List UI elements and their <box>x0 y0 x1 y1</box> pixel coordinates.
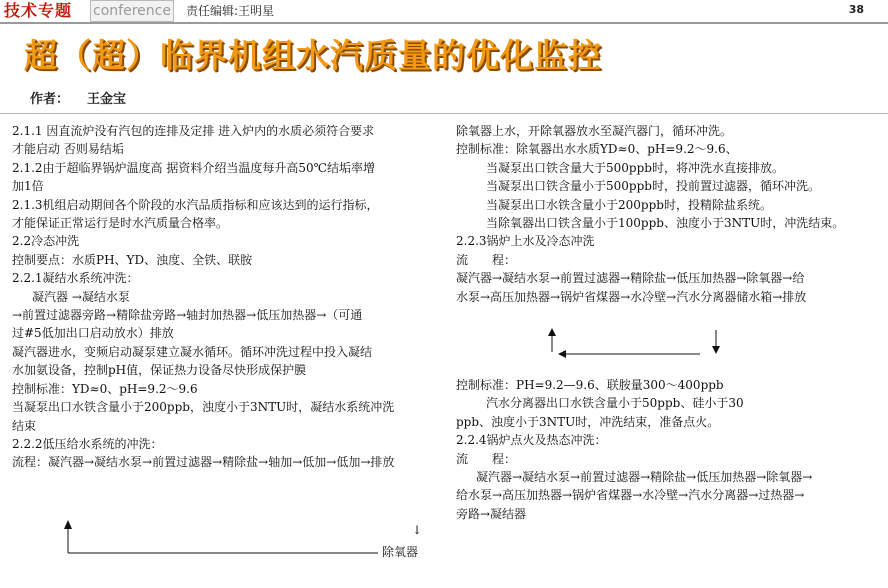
page-header <box>0 0 888 22</box>
flow-heading: 流 程： <box>456 451 517 466</box>
paragraph-line: 当凝泵出口水铁含量小于200ppb，浊度小于3NTU时，凝结水系统冲洗 <box>12 400 395 415</box>
right-column <box>456 122 884 306</box>
flow-line: 给水泵→高压加热器→锅炉省煤器→水冷壁→汽水分离器→过热器→ <box>456 488 805 503</box>
paragraph-line: 凝汽器进水，变频启动凝泵建立凝水循环。循环冲洗过程中投入凝结 <box>12 344 373 359</box>
author-line <box>30 91 126 109</box>
section-heading: 2.2.4锅炉点火及热态冲洗： <box>456 433 607 448</box>
flow-line: →前置过滤器旁路→精除盐旁路→轴封加热器→低压加热器→（可通 <box>12 308 363 323</box>
paragraph-line: 结束 <box>12 418 37 433</box>
paragraph-line: 控制标准：PH=9.2—9.6、联胺量300～400ppb <box>456 378 724 392</box>
flow-line: 过#5低加出口启动放水）排放 <box>12 326 174 341</box>
paragraph-line: 2.1.2由于超临界锅炉温度高 据资料介绍当温度每升高50℃结垢率增 <box>12 160 376 175</box>
paragraph-line: 控制标准：YD≈0、pH=9.2～9.6 <box>12 381 198 396</box>
section-heading: 2.2.2低压给水系统的冲洗： <box>12 436 163 451</box>
paragraph-line: 除氧器上水，开除氧器放水至凝汽器门，循环冲洗。 <box>456 124 733 138</box>
paragraph-line: 当除氧器出口铁含量小于100ppb、浊度小于3NTU时，冲洗结束。 <box>486 216 845 231</box>
paragraph-line: 水加氨设备，控制pH值，保证热力设备尽快形成保护膜 <box>12 363 307 378</box>
conference-tag: conference <box>90 0 174 22</box>
editor-credit: 责任编辑:王明星 <box>186 4 275 18</box>
author-name: 王金宝 <box>87 92 127 107</box>
paragraph-line: 2.1.3机组启动期间各个阶段的水汽品质指标和应该达到的运行指标， <box>12 197 379 212</box>
paragraph-line: 2.1.1 因直流炉没有汽包的连排及定排 进入炉内的水质必须符合要求 <box>12 124 375 138</box>
paragraph-line: 当凝泵出口水铁含量小于200ppb时，投精除盐系统。 <box>486 197 772 212</box>
paragraph-line: 汽水分离器出口水铁含量小于50ppb、硅小于30 <box>486 396 744 411</box>
section-brand: 技术专题 <box>4 1 73 20</box>
flow-line: 凝汽器→凝结水泵→前置过滤器→精除盐→低压加热器→除氧器→ <box>476 470 813 485</box>
right-column-lower <box>456 376 884 523</box>
paragraph-line: 当凝泵出口铁含量小于500ppb时，投前置过滤器，循环冲洗。 <box>486 179 820 194</box>
author-label: 作者： <box>30 92 70 107</box>
paragraph-line: 加1倍 <box>12 179 44 194</box>
flow-line: 凝汽器→凝结水泵→前置过滤器→精除盐→低压加热器→除氧器→给 <box>456 271 805 286</box>
paragraph-line: 才能启动 否则易结垢 <box>12 142 124 157</box>
right-recirculation-diagram <box>540 328 730 360</box>
article-title: 超（超）临界机组水汽质量的优化监控 <box>24 36 602 75</box>
left-down-arrow: ↓ <box>412 523 423 537</box>
section-heading: 2.2.3锅炉上水及冷态冲洗 <box>456 234 595 249</box>
author-divider <box>0 113 888 114</box>
left-column <box>12 122 438 472</box>
flow-line: 水泵→高压加热器→锅炉省煤器→水冷壁→汽水分离器储水箱→排放 <box>456 289 807 304</box>
paragraph-line: 控制要点：水质PH、YD、浊度、全铁、联胺 <box>12 252 253 267</box>
page-number: 38 <box>848 3 864 16</box>
paragraph-line: 控制标准：除氧器出水水质YD≈0、pH=9.2～9.6、 <box>456 142 738 157</box>
deaerator-label: 除氧器 <box>382 545 419 559</box>
left-return-diagram <box>60 517 390 557</box>
header-divider <box>0 22 888 24</box>
section-heading: 2.2.1凝结水系统冲洗： <box>12 271 139 286</box>
paragraph-line: 当凝泵出口铁含量大于500ppb时，将冲洗水直接排放。 <box>486 160 784 175</box>
recirculation-arrows <box>540 328 730 360</box>
return-loop-lines <box>60 517 390 557</box>
flow-line: 凝汽器 →凝结水泵 <box>32 289 130 304</box>
flow-line: 旁路→凝结器 <box>456 506 527 521</box>
paragraph-line: ppb、浊度小于3NTU时，冲洗结束，准备点火。 <box>456 414 720 429</box>
section-heading: 2.2冷态冲洗 <box>12 234 80 249</box>
paragraph-line: 才能保证正常运行是时水汽质量合格率。 <box>12 216 229 231</box>
flow-line: 流程：凝汽器→凝结水泵→前置过滤器→精除盐→轴加→低加→低加→排放 <box>12 455 395 470</box>
flow-heading: 流 程： <box>456 252 517 267</box>
